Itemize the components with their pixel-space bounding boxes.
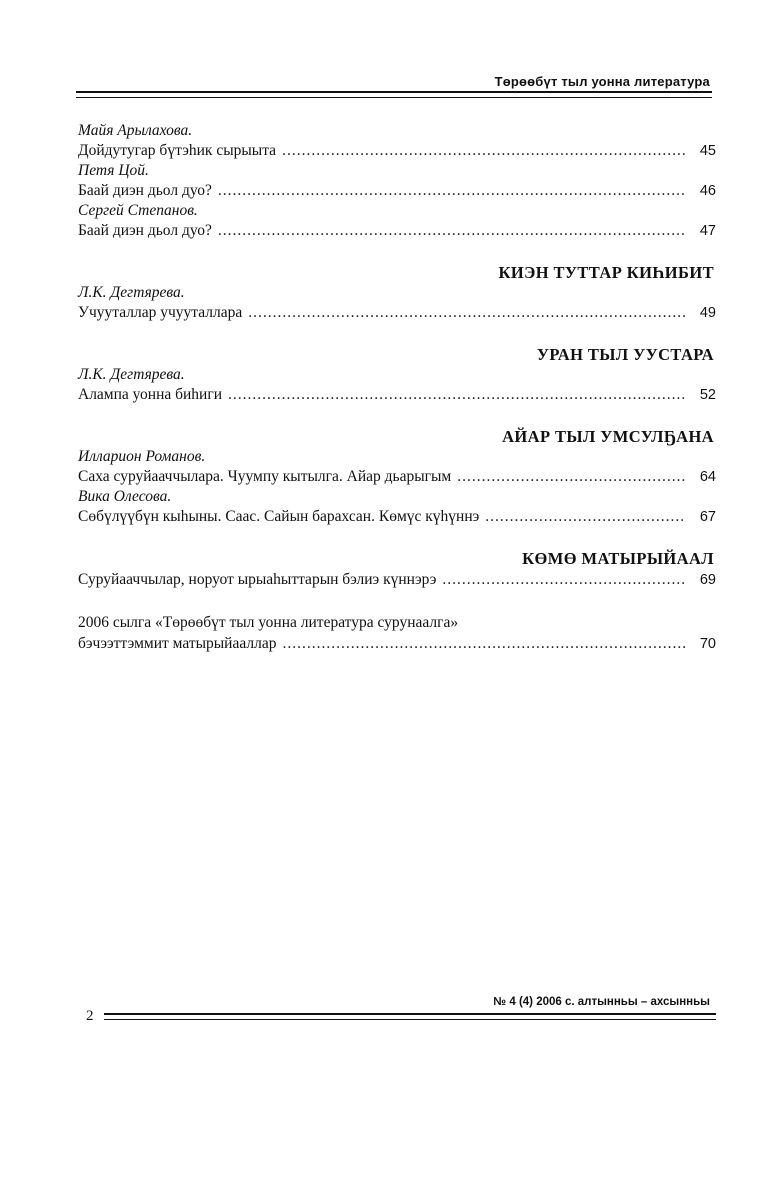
toc-entry-title: Сөбүлүүбүн кыһыны. Саас. Сайын барахсан. Көмүс күһүннэ — [78, 508, 480, 525]
toc-entry-title: Суруйааччылар, норуот ырыаһыттарын бэлиэ күннэрэ — [78, 571, 437, 588]
footer-rule — [104, 1013, 716, 1020]
toc-entry-multiline — [78, 612, 716, 654]
toc-entry-page: 47 — [699, 223, 716, 239]
section-title: КӨМӨ МАТЫРЫЙААЛ — [522, 549, 714, 568]
header-rule — [76, 91, 712, 98]
toc-author: Майя Арылахова. — [78, 122, 193, 139]
section-title: УРАН ТЫЛ УУСТАРА — [536, 345, 714, 364]
toc-author: Вика Олесова. — [78, 488, 172, 505]
toc-entry-page: 49 — [699, 305, 716, 321]
toc-entry — [78, 633, 716, 654]
dot-leader — [228, 384, 686, 405]
issue-line: № 4 (4) 2006 с. алтынньы – ахсынньы — [493, 996, 710, 1008]
dot-leader — [485, 506, 686, 527]
toc-entry — [78, 384, 716, 405]
toc-entry — [78, 506, 716, 527]
toc-entry-page: 45 — [699, 143, 716, 159]
toc-entry-title: Саха суруйааччылара. Чуумпу кытылга. Айар дьарыгым — [78, 468, 452, 485]
toc-entry-page: 67 — [699, 509, 716, 525]
toc-entry-page: 70 — [699, 636, 716, 652]
dot-leader — [282, 633, 686, 654]
toc-entry-title: Учууталлар учууталлара — [78, 304, 243, 321]
toc-entry-title-line2: бэчээттэммит матырыйааллар — [78, 635, 277, 652]
toc-entry-title: Дойдутугар бүтэһик сырыыта — [78, 142, 277, 159]
toc-entry-title: Алампа уонна биһиги — [78, 386, 223, 403]
dot-leader — [218, 220, 686, 241]
toc-entry-page: 52 — [699, 387, 716, 403]
dot-leader — [248, 302, 686, 323]
toc-entry-page: 69 — [699, 572, 716, 588]
toc-author: Л.К. Дегтярева. — [78, 366, 185, 383]
toc-author: Сергей Степанов. — [78, 202, 198, 219]
toc-author: Л.К. Дегтярева. — [78, 284, 185, 301]
toc-entry — [78, 569, 716, 590]
toc-entry-page: 46 — [699, 183, 716, 199]
toc-entry — [78, 140, 716, 161]
toc-entry-title-line1: 2006 сылга «Төрөөбүт тыл уонна литература сурунаалга» — [78, 614, 459, 631]
page-number: 2 — [86, 1008, 94, 1024]
section-title: КИЭН ТУТТАР КИҺИБИТ — [498, 263, 714, 282]
toc-entry-title: Баай диэн дьол дуо? — [78, 222, 212, 239]
table-of-contents — [78, 121, 716, 654]
toc-entry — [78, 220, 716, 241]
dot-leader — [457, 466, 686, 487]
toc-entry-title: Баай диэн дьол дуо? — [78, 182, 212, 199]
toc-author: Илларион Романов. — [78, 448, 206, 465]
toc-entry — [78, 466, 716, 487]
toc-author: Петя Цой. — [78, 162, 149, 179]
running-title: Төрөөбүт тыл уонна литература — [494, 74, 710, 89]
toc-entry — [78, 180, 716, 201]
toc-entry-page: 64 — [699, 469, 716, 485]
dot-leader — [282, 140, 686, 161]
dot-leader — [442, 569, 686, 590]
dot-leader — [218, 180, 686, 201]
section-title: АЙАР ТЫЛ УМСУЛҔАНА — [502, 427, 714, 446]
toc-entry — [78, 302, 716, 323]
